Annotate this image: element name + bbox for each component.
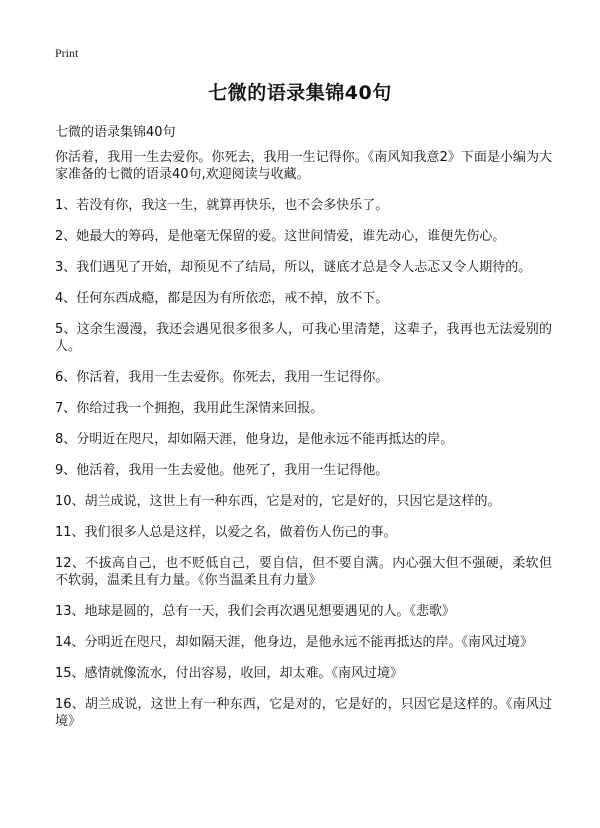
quote-item-9: 9、他活着，我用一生去爱他。他死了，我用一生记得他。 (55, 463, 389, 478)
quote-item-15: 15、感情就像流水，付出容易，收回，却太难。《南风过境》 (55, 666, 404, 681)
quote-item-10: 10、胡兰成说，这世上有一种东西，它是对的，它是好的，只因它是这样的。 (55, 494, 501, 509)
document-title: 七微的语录集锦40句 (208, 82, 392, 104)
intro-paragraph: 你活着，我用一生去爱你。你死去，我用一生记得你。《南风知我意2》下面是小编为大家准备的七微的语录40句,欢迎阅读与收藏。 (55, 150, 552, 182)
quote-item-1: 1、若没有你，我这一生，就算再快乐，也不会多快乐了。 (55, 198, 389, 213)
document-body (55, 149, 552, 744)
quote-item-5: 5、这余生漫漫，我还会遇见很多很多人，可我心里清楚，这辈子，我再也无法爱别的人。 (55, 322, 552, 354)
quote-item-8: 8、分明近在咫尺，却如隔天涯，他身边，是他永远不能再抵达的岸。 (55, 432, 454, 447)
quote-item-6: 6、你活着，我用一生去爱你。你死去，我用一生记得你。 (55, 370, 389, 385)
print-link[interactable]: Print (55, 46, 79, 60)
quote-item-13: 13、地球是圆的，总有一天，我们会再次遇见想要遇见的人。《悲歌》 (55, 604, 456, 619)
quote-item-14: 14、分明近在咫尺，却如隔天涯，他身边，是他永远不能再抵达的岸。《南风过境》 (55, 635, 534, 650)
quote-item-4: 4、任何东西成瘾，都是因为有所依恋，戒不掉，放不下。 (55, 291, 389, 306)
quote-item-7: 7、你给过我一个拥抱，我用此生深情来回报。 (55, 401, 324, 416)
quote-item-3: 3、我们遇见了开始，却预见不了结局，所以，谜底才总是令人忐忑又令人期待的。 (55, 260, 532, 275)
quote-item-11: 11、我们很多人总是这样，以爱之名，做着伤人伤己的事。 (55, 525, 397, 540)
quote-item-16: 16、胡兰成说，这世上有一种东西，它是对的，它是好的，只因它是这样的。《南风过境》 (55, 697, 552, 729)
document-subtitle: 七微的语录集锦40句 (55, 125, 176, 140)
quote-item-12: 12、不拔高自己，也不贬低自己，要自信，但不要自满。内心强大但不强硬，柔软但不软弱，温柔且有力量。《你当温柔且有力量》 (55, 556, 552, 588)
quote-item-2: 2、她最大的筹码，是他毫无保留的爱。这世间情爱，谁先动心，谁便先伤心。 (55, 229, 506, 244)
